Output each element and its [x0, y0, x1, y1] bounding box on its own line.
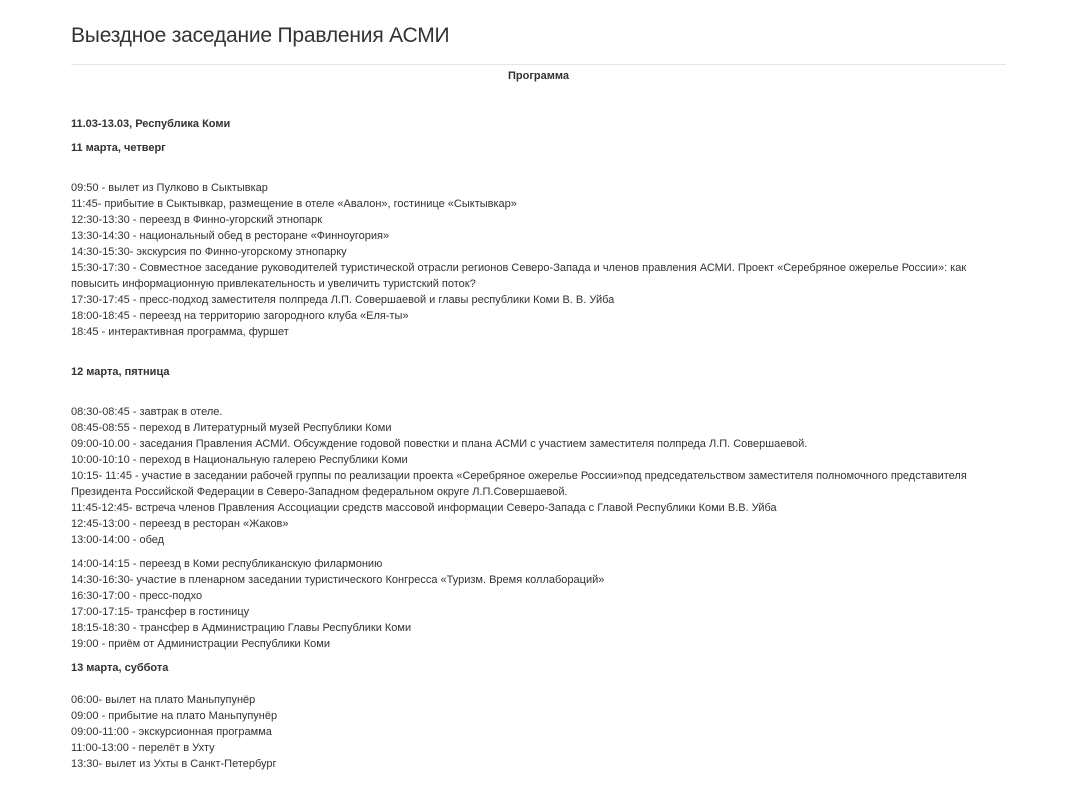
schedule-item: 09:00 - прибытие на плато Маньпупунёр [71, 710, 278, 722]
schedule-item: 10:15- 11:45 - участие в заседании рабочей группы по реализации проекта «Серебряное ожерелье России»под председательством заместителя полномочного представителя Президента Российской Федерации в Северо-Западном федеральном округе Л.П.Совершаевой. [71, 470, 967, 498]
schedule-item: 08:45-08:55 - переход в Литературный музей Республики Коми [71, 422, 392, 434]
schedule-item: 19:00 - приём от Администрации Республики Коми [71, 638, 330, 650]
schedule-item: 12:45-13:00 - переезд в ресторан «Жаков» [71, 518, 289, 530]
schedule-item: 06:00- вылет на плато Маньпупунёр [71, 694, 256, 706]
schedule-item: 09:00-10.00 - заседания Правления АСМИ. Обсуждение годовой повестки и плана АСМИ с участием заместителя полпреда Л.П. Совершаевой. [71, 438, 808, 450]
schedule-item: 11:45-12:45- встреча членов Правления Ассоциации средств массовой информации Северо-Запада с Главой Республики Коми В.В. Уйба [71, 502, 777, 514]
schedule-item: 13:30-14:30 - национальный обед в ресторане «Финноугория» [71, 230, 390, 242]
day-heading-1: 11 марта, четверг [71, 142, 166, 154]
schedule-item: 09:50 - вылет из Пулково в Сыктывкар [71, 182, 268, 194]
program-label: Программа [507, 70, 569, 82]
day-2-schedule [71, 404, 1006, 548]
schedule-item: 18:00-18:45 - переезд на территорию загородного клуба «Еля-ты» [71, 310, 409, 322]
schedule-item: 15:30-17:30 - Совместное заседание руководителей туристической отрасли регионов Северо-Запада и членов правления АСМИ. Проект «Серебряное ожерелье России»: как повысить информационную привлекательность и увеличить туристский поток? [71, 262, 967, 290]
schedule-item: 18:45 - интерактивная программа, фуршет [71, 326, 289, 338]
page-container [71, 0, 1006, 772]
schedule-item: 18:15-18:30 - трансфер в Администрацию Главы Республики Коми [71, 622, 412, 634]
day-3-schedule [71, 692, 1006, 772]
schedule-item: 13:30- вылет из Ухты в Санкт-Петербург [71, 758, 277, 770]
schedule-item: 08:30-08:45 - завтрак в отеле. [71, 406, 223, 418]
schedule-item: 17:30-17:45 - пресс-подход заместителя полпреда Л.П. Совершаевой и главы республики Коми В. В. Уйба [71, 294, 615, 306]
title-divider [71, 64, 1006, 65]
schedule-item: 10:00-10:10 - переход в Национальную галерею Республики Коми [71, 454, 408, 466]
schedule-item: 11:45- прибытие в Сыктывкар, размещение в отеле «Авалон», гостинице «Сыктывкар» [71, 198, 517, 210]
day-2-afternoon-schedule [71, 556, 1006, 652]
program-content [71, 116, 1006, 772]
schedule-item: 14:30-16:30- участие в пленарном заседании туристического Конгресса «Туризм. Время коллабораций» [71, 574, 605, 586]
day-heading-3: 13 марта, суббота [71, 662, 169, 674]
schedule-item: 12:30-13:30 - переезд в Финно-угорский этнопарк [71, 214, 323, 226]
schedule-item: 11:00-13:00 - перелёт в Ухту [71, 742, 215, 754]
schedule-item: 13:00-14:00 - обед [71, 534, 165, 546]
day-1-schedule [71, 180, 1006, 340]
schedule-item: 17:00-17:15- трансфер в гостиницу [71, 606, 250, 618]
schedule-item: 14:00-14:15 - переезд в Коми республиканскую филармонию [71, 558, 383, 570]
day-heading-2: 12 марта, пятница [71, 366, 170, 378]
dates-location-heading: 11.03-13.03, Республика Коми [71, 118, 231, 130]
schedule-item: 16:30-17:00 - пресс-подхо [71, 590, 203, 602]
schedule-item: 14:30-15:30- экскурсия по Финно-угорскому этнопарку [71, 246, 347, 258]
schedule-item: 09:00-11:00 - экскурсионная программа [71, 726, 272, 738]
page-title: Выездное заседание Правления АСМИ [71, 24, 450, 47]
